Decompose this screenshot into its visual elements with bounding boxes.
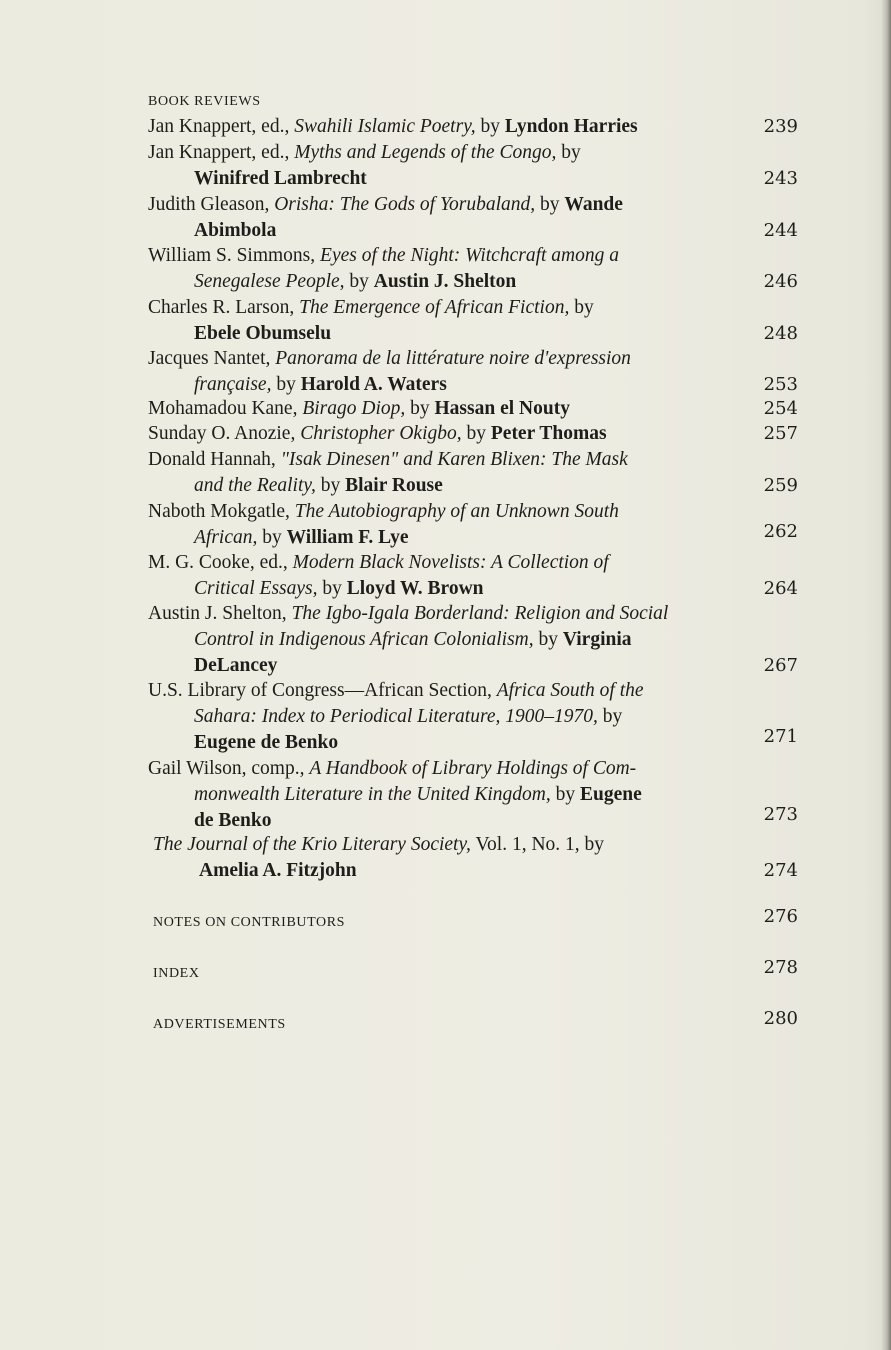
work-title: Panorama de la littérature noire d'expression: [275, 348, 631, 369]
review-entry: [148, 499, 798, 551]
reviewer-name: Amelia A. Fitzjohn: [199, 860, 357, 881]
work-title: Christopher Okigbo,: [300, 423, 462, 444]
page-number: 259: [763, 475, 798, 496]
work-title: The Journal of the Krio Literary Society,: [153, 834, 471, 855]
reviewer-name: Blair Rouse: [345, 475, 443, 496]
review-line: Control in Indigenous African Colonialism, by Virginia: [194, 629, 632, 650]
reviewer-name: Harold A. Waters: [300, 374, 447, 395]
review-entry: [148, 346, 798, 398]
review-line: African, by William F. Lye 262: [194, 521, 798, 548]
work-title: Eyes of the Night: Witchcraft among a: [320, 245, 619, 266]
page-number: 248: [763, 323, 798, 344]
page-number: 253: [763, 374, 798, 395]
page-number: 267: [763, 655, 798, 676]
notes-on-contributors-entry: NOTES ON CONTRIBUTORS 276: [153, 906, 798, 930]
work-title: Africa South of the: [496, 680, 644, 701]
reviewer-name: Peter Thomas: [490, 423, 607, 444]
reviewer-name: de Benko: [194, 810, 272, 831]
page-number: 276: [763, 906, 798, 927]
review-line: Judith Gleason, Orisha: The Gods of Yorubaland, by Wande: [148, 194, 623, 215]
review-entry: [148, 678, 798, 756]
page-number: 243: [763, 168, 798, 189]
work-title: Swahili Islamic Poetry,: [294, 116, 476, 137]
review-line: [148, 726, 798, 756]
work-title: The Autobiography of an Unknown South: [294, 501, 619, 522]
review-entry: [148, 243, 798, 295]
review-line: and the Reality, by Blair Rouse 259: [148, 473, 798, 499]
reviewer-name: William F. Lye: [286, 527, 409, 548]
review-line: Donald Hannah, "Isak Dinesen" and Karen Blixen: The Mask: [148, 449, 628, 470]
review-line: Naboth Mokgatle, The Autobiography of an Unknown South: [148, 501, 619, 522]
review-line: [148, 218, 798, 244]
reviewer-name: Hassan el Nouty: [434, 398, 570, 419]
review-line: Gail Wilson, comp., A Handbook of Library Holdings of Com-: [148, 758, 637, 779]
work-title: Control in Indigenous African Colonialism,: [194, 629, 534, 650]
reviewer-name: Virginia: [562, 629, 632, 650]
review-entry: [148, 114, 798, 140]
review-entry: [148, 447, 798, 499]
work-title: monwealth Literature in the United Kingdom,: [194, 784, 551, 805]
index-entry: INDEX 278: [153, 957, 798, 981]
page-number: 274: [763, 860, 798, 881]
review-line: William S. Simmons, Eyes of the Night: Witchcraft among a: [148, 245, 619, 266]
review-line: Critical Essays, by Lloyd W. Brown 264: [148, 576, 798, 602]
review-line: M. G. Cooke, ed., Modern Black Novelists: A Collection of: [148, 552, 609, 573]
page-number: 271: [763, 726, 798, 747]
review-entry: [148, 756, 798, 834]
work-title: African,: [194, 527, 258, 548]
section-title-book-reviews: BOOK REVIEWS: [148, 94, 261, 109]
reviewer-name: Eugene de Benko: [194, 732, 339, 753]
review-entry: [148, 421, 798, 447]
page-number: 280: [763, 1008, 798, 1029]
page-number: 264: [763, 578, 798, 599]
review-line: [148, 321, 798, 347]
review-line: [148, 653, 798, 679]
review-entry: [148, 295, 798, 347]
reviewer-name: Winifred Lambrecht: [194, 168, 367, 189]
work-title: "Isak Dinesen" and Karen Blixen: The Mask: [280, 449, 628, 470]
reviewer-name: DeLancey: [194, 655, 278, 676]
review-line: Jan Knappert, ed., Swahili Islamic Poetry, by Lyndon Harries 239: [148, 114, 798, 140]
review-entry: [148, 601, 798, 679]
review-entry: [148, 832, 798, 884]
page-number: 278: [763, 957, 798, 978]
work-title: Orisha: The Gods of Yorubaland,: [274, 194, 536, 215]
page-edge-shadow: [881, 0, 891, 1350]
reviewer-name: Abimbola: [194, 220, 277, 241]
reviewer-name: Wande: [564, 194, 623, 215]
review-line: Mohamadou Kane, Birago Diop, by Hassan el Nouty 254: [148, 396, 798, 422]
review-line: Charles R. Larson, The Emergence of African Fiction, by: [148, 297, 594, 318]
work-title: française,: [194, 374, 272, 395]
work-title: Sahara: Index to Periodical Literature, 1900–1970,: [194, 706, 598, 727]
work-title: Senegalese People,: [194, 271, 345, 292]
review-line: Senegalese People, by Austin J. Shelton 246: [148, 269, 798, 295]
page-number: 257: [763, 423, 798, 444]
page-number: 246: [763, 271, 798, 292]
advertisements-entry: ADVERTISEMENTS 280: [153, 1008, 798, 1032]
page-number: 262: [763, 521, 798, 542]
review-line: Jacques Nantet, Panorama de la littérature noire d'expression: [148, 348, 631, 369]
work-title: The Emergence of African Fiction,: [299, 297, 570, 318]
review-entry: [148, 396, 798, 422]
page-number: 273: [763, 804, 798, 825]
page-number: 239: [763, 116, 798, 137]
page-number: 254: [763, 398, 798, 419]
work-title: Critical Essays,: [194, 578, 318, 599]
work-title: A Handbook of Library Holdings of Com-: [309, 758, 637, 779]
work-title: Myths and Legends of the Congo,: [294, 142, 557, 163]
review-entry: [148, 192, 798, 244]
review-line: Sahara: Index to Periodical Literature, 1900–1970, by: [194, 706, 623, 727]
review-line: The Journal of the Krio Literary Society, Vol. 1, No. 1, by: [153, 834, 605, 855]
review-line: [148, 804, 798, 834]
page-number: 244: [763, 220, 798, 241]
review-line: monwealth Literature in the United Kingdom, by Eugene: [194, 784, 642, 805]
review-entry: [148, 140, 798, 192]
review-line: U.S. Library of Congress—African Section, Africa South of the: [148, 680, 644, 701]
reviewer-name: Austin J. Shelton: [373, 271, 517, 292]
review-line: française, by Harold A. Waters 253: [148, 372, 798, 398]
work-title: and the Reality,: [194, 475, 316, 496]
review-line: [148, 858, 798, 884]
work-title: The Igbo-Igala Borderland: Religion and Social: [291, 603, 669, 624]
review-line: Sunday O. Anozie, Christopher Okigbo, by Peter Thomas 257: [148, 421, 798, 447]
reviewer-name: Lyndon Harries: [504, 116, 638, 137]
reviewer-name: Ebele Obumselu: [194, 323, 332, 344]
review-entry: [148, 550, 798, 602]
review-line: Austin J. Shelton, The Igbo-Igala Borderland: Religion and Social: [148, 603, 669, 624]
reviewer-name: Eugene: [580, 784, 642, 805]
reviewer-name: Lloyd W. Brown: [346, 578, 484, 599]
review-line: Jan Knappert, ed., Myths and Legends of the Congo, by: [148, 142, 581, 163]
work-title: Birago Diop,: [302, 398, 406, 419]
review-line: [148, 166, 798, 192]
work-title: Modern Black Novelists: A Collection of: [292, 552, 609, 573]
